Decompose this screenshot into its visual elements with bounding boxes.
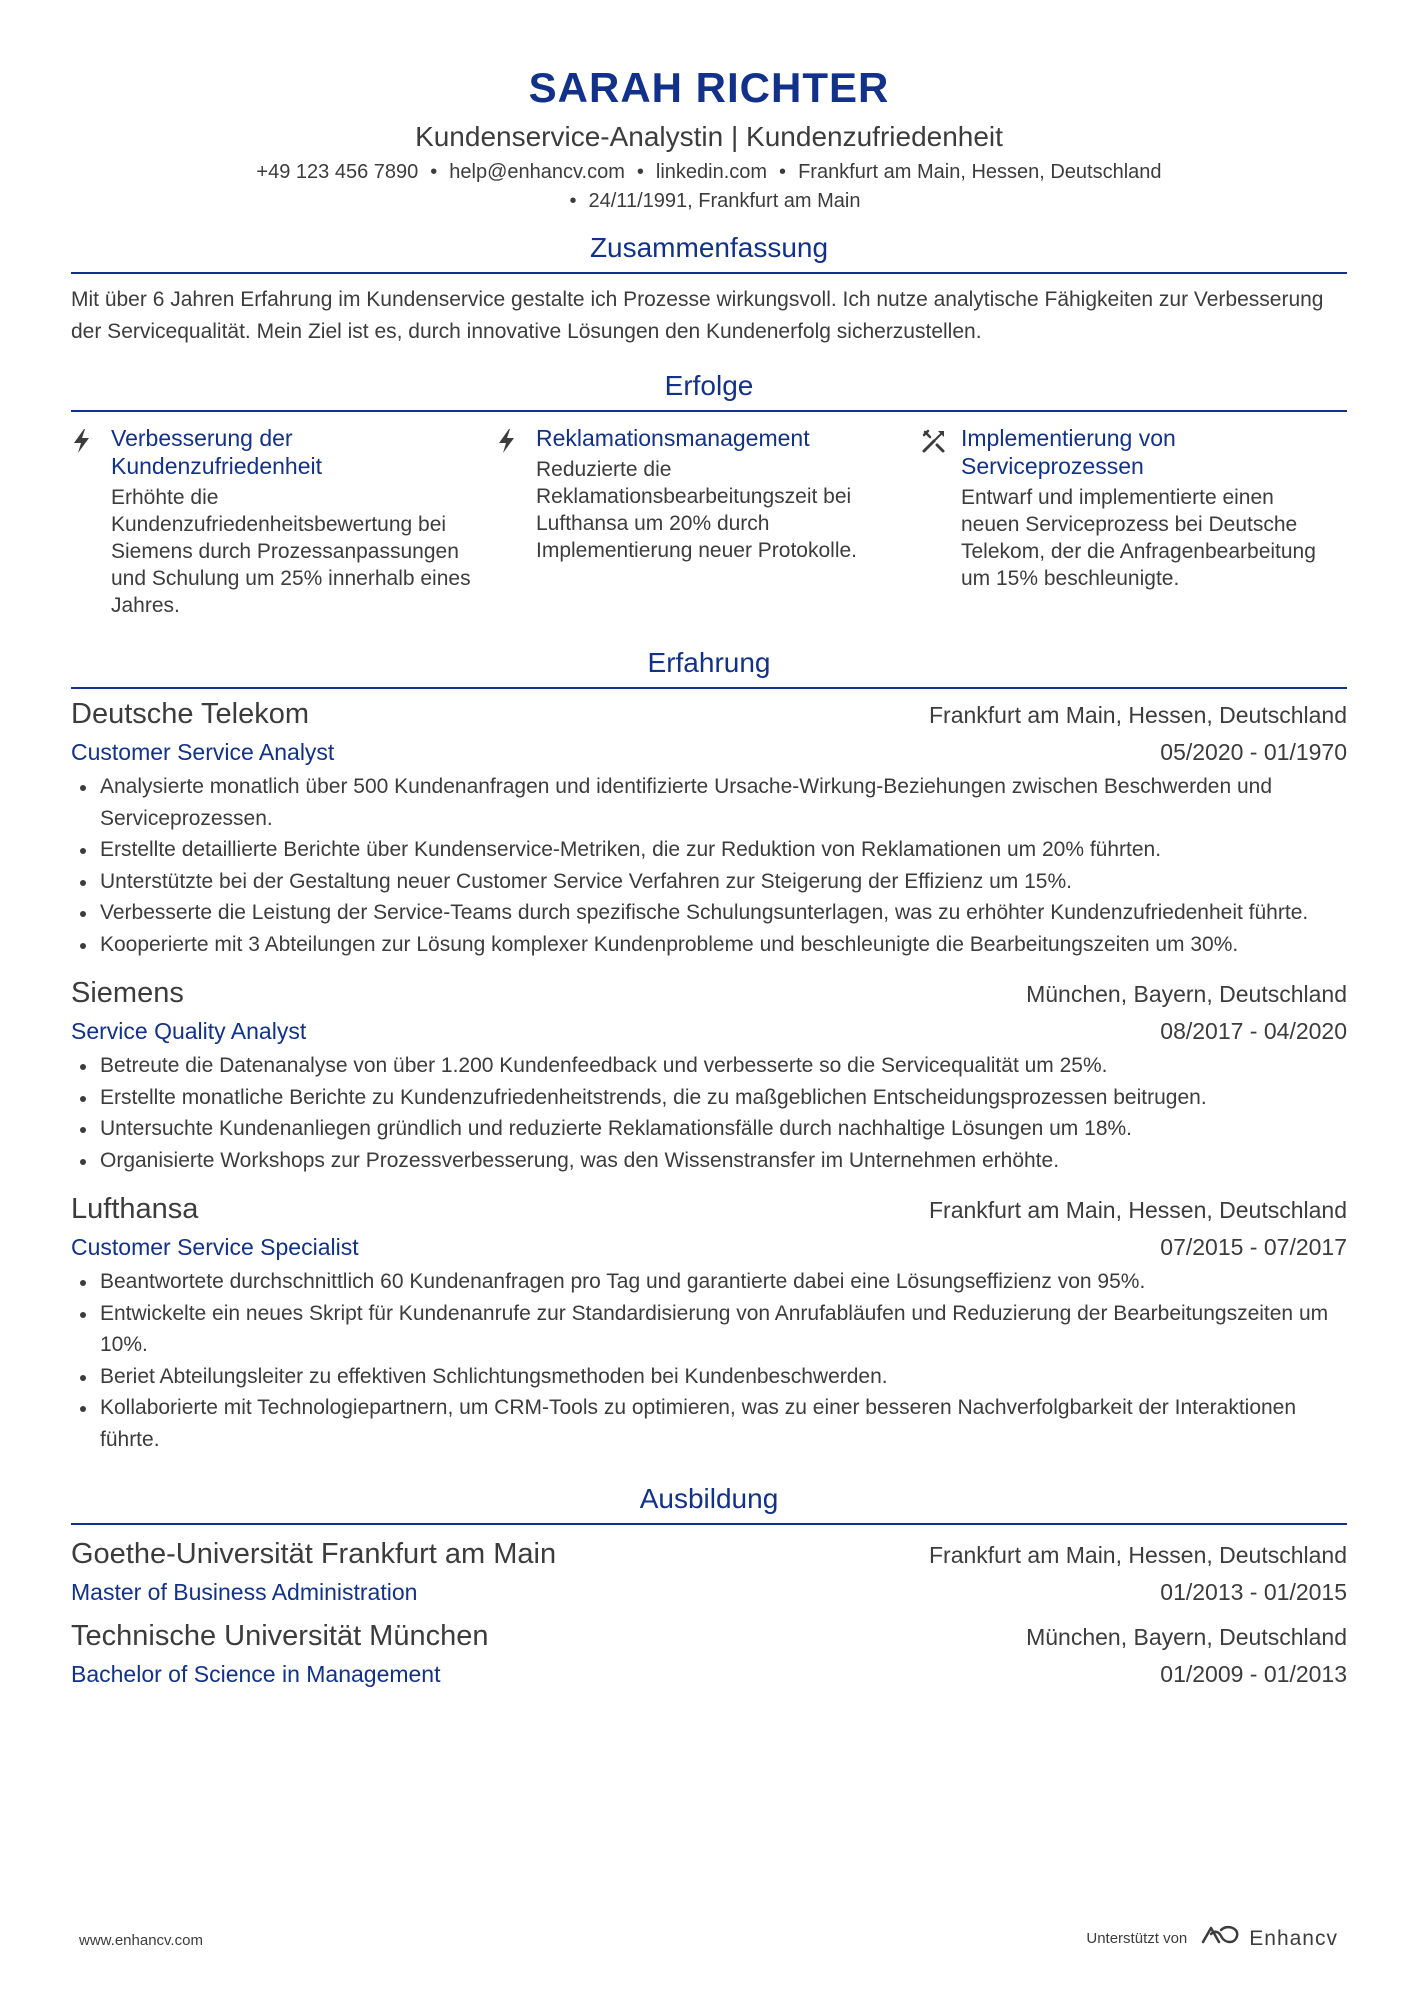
bullet-item: Betreute die Datenanalyse von über 1.200 Kundenfeedback und verbesserte so die Servicequalität um 25%. — [71, 1050, 1347, 1082]
job-location: Frankfurt am Main, Hessen, Deutschland — [928, 702, 1347, 728]
job-location: Frankfurt am Main, Hessen, Deutschland — [928, 1197, 1347, 1223]
section-title-summary: Zusammenfassung — [71, 230, 1347, 274]
separator-dot: • — [636, 161, 644, 183]
company-name: Lufthansa — [71, 1193, 199, 1225]
enhancv-logo-icon — [1199, 1924, 1243, 1953]
job-dates: 08/2017 - 04/2020 — [1160, 1018, 1347, 1044]
phone: +49 123 456 7890 — [256, 161, 419, 183]
education-entry — [71, 1535, 1347, 1611]
section-title-achievements: Erfolge — [71, 368, 1347, 412]
section-title-experience: Erfahrung — [71, 645, 1347, 689]
headline: Kundenservice-Analystin | Kundenzufriedenheit — [415, 121, 1003, 152]
achievement-description: Entwarf und implementierte einen neuen Serviceprozess bei Deutsche Telekom, der die Anfragenbearbeitung um 15% beschleunigte. — [961, 486, 1316, 590]
job-role: Customer Service Specialist — [71, 1234, 359, 1260]
job-entry — [71, 1190, 1347, 1455]
bullet-item: Beantwortete durchschnittlich 60 Kundenanfragen pro Tag und garantierte dabei eine Lösungseffizienz von 95%. — [71, 1266, 1347, 1298]
job-dates: 05/2020 - 01/1970 — [1160, 739, 1347, 765]
achievements-list — [71, 424, 1347, 619]
lightning-icon — [71, 424, 111, 619]
separator-dot: • — [430, 161, 438, 183]
job-dates: 07/2015 - 07/2017 — [1160, 1234, 1347, 1260]
bullet-item: Unterstützte bei der Gestaltung neuer Customer Service Verfahren zur Steigerung der Effizienz um 15%. — [71, 866, 1347, 898]
job-entry — [71, 695, 1347, 960]
powered-by — [1086, 1924, 1338, 1953]
email-link[interactable]: help@enhancv.com — [449, 161, 625, 183]
brand-name: Enhancv — [1249, 1926, 1338, 1950]
bullet-item: Verbesserte die Leistung der Service-Teams durch spezifische Schulungsunterlagen, was zu erhöhter Kundenzufriedenheit führte. — [71, 897, 1347, 929]
resume-page — [71, 0, 1347, 1693]
degree: Master of Business Administration — [71, 1579, 418, 1605]
birth-info: 24/11/1991, Frankfurt am Main — [588, 190, 861, 212]
tools-icon — [921, 424, 961, 619]
achievement-item — [71, 424, 496, 619]
school-location: München, Bayern, Deutschland — [1026, 1624, 1347, 1650]
achievement-title: Implementierung von Serviceprozessen — [961, 425, 1176, 479]
school-location: Frankfurt am Main, Hessen, Deutschland — [928, 1542, 1347, 1568]
bullet-item: Erstellte monatliche Berichte zu Kundenzufriedenheitstrends, die zu maßgeblichen Entscheidungsprozessen beitrugen. — [71, 1082, 1347, 1114]
achievement-title: Verbesserung der Kundenzufriedenheit — [111, 425, 322, 479]
website-link[interactable]: www.enhancv.com — [79, 1932, 203, 1949]
footer — [79, 1924, 1338, 1964]
job-role: Customer Service Analyst — [71, 739, 335, 765]
achievement-item — [921, 424, 1346, 619]
bullet-item: Untersuchte Kundenanliegen gründlich und reduzierte Reklamationsfälle durch nachhaltige Lösungen um 18%. — [71, 1113, 1347, 1145]
achievement-description: Erhöhte die Kundenzufriedenheitsbewertung bei Siemens durch Prozessanpassungen und Schulung um 25% innerhalb eines Jahres. — [111, 486, 471, 617]
achievement-title: Reklamationsmanagement — [536, 425, 810, 451]
separator-dot: • — [569, 190, 577, 212]
company-name: Siemens — [71, 977, 184, 1009]
lightning-icon — [496, 424, 536, 619]
linkedin-link[interactable]: linkedin.com — [655, 161, 768, 183]
separator-dot: • — [779, 161, 787, 183]
education-entry — [71, 1617, 1347, 1693]
bullet-item: Beriet Abteilungsleiter zu effektiven Schlichtungsmethoden bei Kundenbeschwerden. — [71, 1361, 1347, 1393]
school-name: Goethe-Universität Frankfurt am Main — [71, 1538, 557, 1570]
education-dates: 01/2013 - 01/2015 — [1160, 1579, 1347, 1605]
summary-text: Mit über 6 Jahren Erfahrung im Kundenservice gestalte ich Prozesse wirkungsvoll. Ich nutze analytische Fähigkeiten zur Verbesserung der Servicequalität. Mein Ziel ist es, durch innovative Lösungen den Kundenerfolg sicherzustellen. — [71, 288, 1324, 343]
bullet-item: Organisierte Workshops zur Prozessverbesserung, was den Wissenstransfer im Unternehmen erhöhte. — [71, 1145, 1347, 1177]
education-dates: 01/2009 - 01/2013 — [1160, 1661, 1347, 1687]
candidate-name: SARAH RICHTER — [528, 64, 890, 111]
powered-by-label: Unterstützt von — [1086, 1930, 1188, 1947]
job-bullets — [71, 1266, 1347, 1455]
company-name: Deutsche Telekom — [71, 698, 310, 730]
bullet-item: Erstellte detaillierte Berichte über Kundenservice-Metriken, die zur Reduktion von Reklamationen um 20% führten. — [71, 834, 1347, 866]
job-bullets — [71, 771, 1347, 960]
achievement-item — [496, 424, 921, 619]
job-bullets — [71, 1050, 1347, 1176]
job-location: München, Bayern, Deutschland — [1026, 981, 1347, 1007]
bullet-item: Analysierte monatlich über 500 Kundenanfragen und identifizierte Ursache-Wirkung-Beziehungen zwischen Beschwerden und Serviceprozessen. — [71, 771, 1347, 834]
degree: Bachelor of Science in Management — [71, 1661, 441, 1687]
achievement-description: Reduzierte die Reklamationsbearbeitungszeit bei Lufthansa um 20% durch Implementierung neuer Protokolle. — [536, 458, 858, 562]
school-name: Technische Universität München — [71, 1620, 489, 1652]
bullet-item: Kollaborierte mit Technologiepartnern, um CRM-Tools zu optimieren, was zu einer besseren Nachverfolgbarkeit der Interaktionen führte. — [71, 1392, 1347, 1455]
contact-line-2 — [71, 187, 1347, 216]
location: Frankfurt am Main, Hessen, Deutschland — [798, 161, 1162, 183]
section-title-education: Ausbildung — [71, 1481, 1347, 1525]
contact-line — [71, 158, 1347, 187]
bullet-item: Kooperierte mit 3 Abteilungen zur Lösung komplexer Kundenprobleme und beschleunigte die Bearbeitungszeiten um 30%. — [71, 929, 1347, 961]
job-entry — [71, 974, 1347, 1176]
bullet-item: Entwickelte ein neues Skript für Kundenanrufe zur Standardisierung von Anrufabläufen und Reduzierung der Bearbeitungszeiten um 10%. — [71, 1298, 1347, 1361]
job-role: Service Quality Analyst — [71, 1018, 307, 1044]
